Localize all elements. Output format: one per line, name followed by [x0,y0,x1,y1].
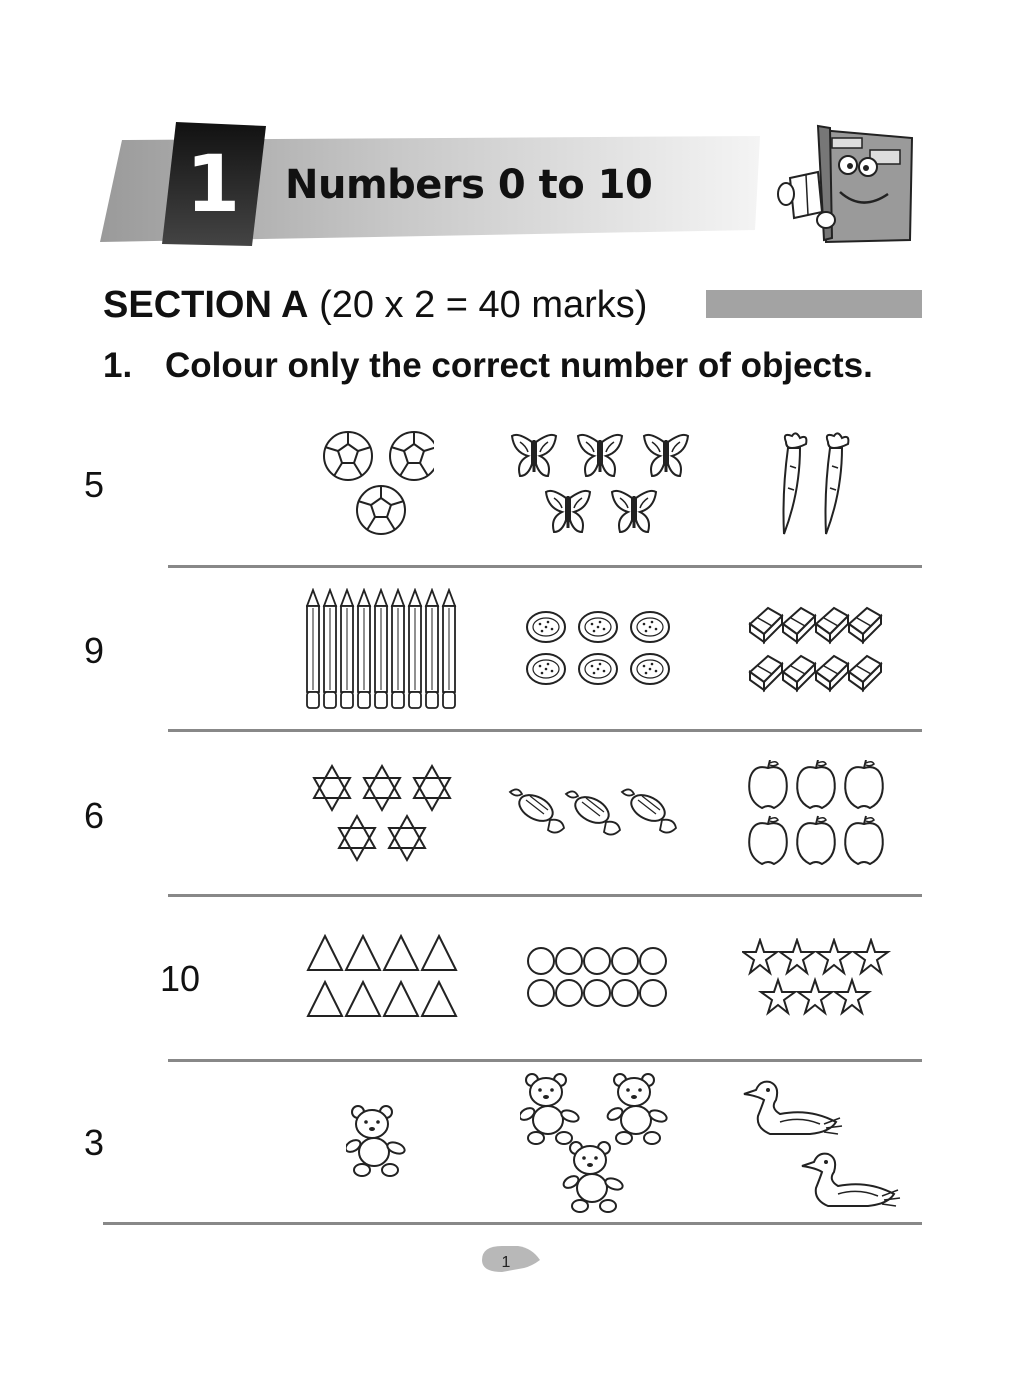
section-label: SECTION A [103,284,309,326]
option-erasers[interactable] [746,602,888,703]
carrot-icon [784,433,807,534]
teddy-bear-icon [346,1106,406,1176]
star-icon [743,940,777,973]
bottom-divider [103,1222,922,1225]
butterfly-icon [512,435,556,476]
sweet-icon [510,789,564,832]
option-biscuits[interactable] [526,610,672,695]
row-number: 6 [83,795,105,836]
row-number: 10 [159,958,201,999]
question-number: 1. [103,346,133,385]
option-three-teddies[interactable] [520,1072,690,1219]
chapter-title: Numbers 0 to 10 [285,162,653,208]
triangle-icon [308,936,342,970]
row-divider [168,729,922,732]
row-number: 9 [83,630,105,671]
section-heading [103,282,647,328]
biscuit-icon [527,612,565,642]
option-triangles[interactable] [306,934,460,1025]
chapter-number: 1 [185,140,241,230]
apple-icon [749,760,787,808]
row-divider [168,1059,922,1062]
option-hexagram-stars[interactable] [310,764,460,869]
option-stars[interactable] [742,938,892,1023]
question-text: Colour only the correct number of objects. [165,346,873,385]
circle-icon [528,948,554,974]
option-footballs[interactable] [322,430,434,541]
section-marks: (20 x 2 = 40 marks) [319,284,648,326]
option-pencils[interactable] [306,588,462,717]
option-ducks[interactable] [740,1078,906,1217]
row-divider [168,894,922,897]
option-butterflies[interactable] [510,432,694,543]
eraser-icon [750,608,782,642]
row-divider [168,565,922,568]
question-instruction [103,344,873,388]
pencil-icon [307,590,319,708]
page-number: 1 [501,1254,511,1271]
option-apples[interactable] [748,760,888,873]
option-carrots[interactable] [778,432,858,543]
row-number: 3 [83,1122,105,1163]
football-icon [324,432,372,480]
option-circles[interactable] [526,946,672,1015]
row-number: 5 [83,464,105,505]
section-bar [706,290,922,318]
duck-icon [744,1082,842,1134]
star-of-david-icon [314,766,350,810]
option-one-teddy[interactable] [346,1104,420,1185]
option-sweets[interactable] [508,784,690,849]
book-mascot-icon [770,120,920,245]
